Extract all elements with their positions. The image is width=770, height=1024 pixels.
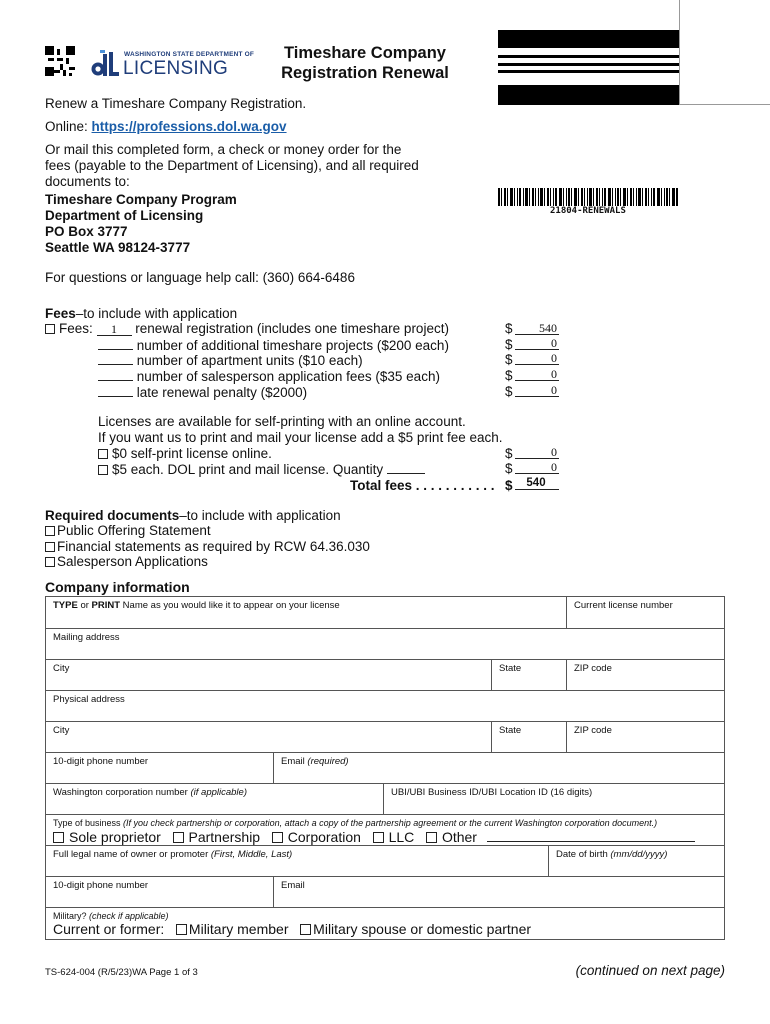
required-doc-item: Financial statements as required by RCW 64.36.030 [45,539,370,555]
fees-checkbox[interactable] [45,324,55,334]
fee-amount[interactable]: 0 [515,368,559,381]
company-name-field[interactable]: TYPE or PRINT Name as you would like it to appear on your license [53,600,340,611]
fee-qty-field[interactable]: 1 [97,323,132,336]
sole-proprietor-checkbox[interactable] [53,832,64,843]
fee-qty-field[interactable] [98,368,133,381]
currency-sign: $ [505,337,513,352]
fee-row-renewal: Fees: 1 renewal registration (includes one timeshare project) [45,321,449,337]
print-info-line1: Licenses are available for self-printing with an online account. [98,414,466,429]
total-fees-amount[interactable]: 540 [515,477,559,490]
fee-amount[interactable]: 540 [515,322,559,335]
other-checkbox[interactable] [426,832,437,843]
fee-qty-field[interactable] [98,352,133,365]
physical-city-field[interactable]: City [53,725,70,736]
mailing-address-field[interactable]: Mailing address [46,629,724,660]
questions-text: For questions or language help call: (360) 664-6486 [45,270,355,285]
mail-print-checkbox[interactable] [98,465,108,475]
company-contact-row [46,753,724,784]
print-quantity-field[interactable] [387,461,425,474]
fee-amount[interactable]: 0 [515,384,559,397]
currency-sign: $ [505,384,513,399]
physical-address-field[interactable]: Physical address [46,691,724,722]
renew-text: Renew a Timeshare Company Registration. [45,96,307,111]
mailing-city-row [46,660,724,691]
corp-ubi-row [46,784,724,815]
company-email-field[interactable]: Email (required) [273,753,724,783]
physical-state-field[interactable]: State [491,722,566,752]
office-use-bar [498,55,679,58]
required-doc-item: Salesperson Applications [45,554,208,570]
required-docs-heading: Required documents–to include with application [45,508,341,523]
mailing-city-field[interactable]: City [53,663,70,674]
company-name-row [46,597,724,629]
company-info-grid [45,596,725,940]
required-doc-item: Public Offering Statement [45,523,211,539]
owner-name-field[interactable]: Full legal name of owner or promoter (First, Middle, Last) [53,849,293,860]
corporation-checkbox[interactable] [272,832,283,843]
partnership-checkbox[interactable] [173,832,184,843]
barcode-text: 21804-RENEWALS [550,206,626,216]
company-info-heading: Company information [45,579,190,595]
ubi-field[interactable]: UBI/UBI Business ID/UBI Location ID (16 digits) [383,784,724,814]
continued-note: (continued on next page) [575,963,725,978]
fee-row-apartments: number of apartment units ($10 each) [98,352,363,369]
wa-corporation-field[interactable]: Washington corporation number (if applicable) [53,787,247,798]
fee-amount[interactable]: 0 [515,352,559,365]
business-type-row: Type of business (If you check partnership or corporation, attach a copy of the partnership agreement or the current Washington corporation document.) Sole proprietor Partnership Corporation LLC Other [46,815,724,846]
military-options: Current or former: Military member Military spouse or domestic partner [53,921,532,937]
currency-sign: $ [505,321,513,336]
fee-row-projects: number of additional timeshare projects ($200 each) [98,337,449,354]
currency-sign: $ [505,368,513,383]
logo-name-text: LICENSING [123,58,229,79]
required-doc-checkbox[interactable] [45,557,55,567]
business-type-options: Sole proprietor Partnership Corporation LLC Other [53,829,695,845]
fee-qty-field[interactable] [98,337,133,350]
current-license-field[interactable]: Current license number [566,597,724,628]
owner-phone-field[interactable]: 10-digit phone number [53,880,149,891]
dol-logo-icon [90,50,120,78]
llc-checkbox[interactable] [373,832,384,843]
print-info-line2: If you want us to print and mail your license add a $5 print fee each. [98,430,503,445]
mailing-state-field[interactable]: State [491,660,566,690]
fee-amount[interactable]: 0 [515,337,559,350]
self-print-option: $0 self-print license online. [98,446,272,462]
office-use-bar [498,70,679,73]
required-doc-checkbox[interactable] [45,526,55,536]
fees-heading: Fees–to include with application [45,306,238,321]
other-business-field[interactable] [487,831,695,842]
self-print-checkbox[interactable] [98,449,108,459]
required-doc-checkbox[interactable] [45,542,55,552]
mailing-address: Timeshare Company Program Department of Licensing PO Box 3777 Seattle WA 98124-3777 [45,192,237,255]
currency-sign: $ [505,446,513,461]
physical-city-row [46,722,724,753]
office-use-bar [498,30,679,48]
currency-sign: $ [505,352,513,367]
form-title: Timeshare Company Registration Renewal [281,44,449,82]
owner-email-field[interactable]: Email [273,877,724,907]
fee-row-late-penalty: late renewal penalty ($2000) [98,384,307,401]
fee-qty-field[interactable] [98,384,133,397]
logo-agency-text: WASHINGTON STATE DEPARTMENT OF [124,51,255,58]
total-fees-label: Total fees . . . . . . . . . . . [350,478,495,493]
military-member-checkbox[interactable] [176,924,187,935]
fee-row-salesperson: number of salesperson application fees ($35 each) [98,368,440,385]
office-use-bar [498,85,679,105]
military-spouse-checkbox[interactable] [300,924,311,935]
self-print-amount[interactable]: 0 [515,446,559,459]
owner-dob-field[interactable]: Date of birth (mm/dd/yyyy) [548,846,724,876]
currency-sign: $ [505,461,513,476]
online-link[interactable]: https://professions.dol.wa.gov [91,119,287,134]
currency-sign: $ [505,478,513,493]
online-line: Online: https://professions.dol.wa.gov [45,119,287,134]
mail-print-amount[interactable]: 0 [515,461,559,474]
owner-contact-row [46,877,724,908]
owner-row [46,846,724,877]
barcode-icon [498,188,678,206]
physical-zip-field[interactable]: ZIP code [566,722,724,752]
qr-code-icon [45,46,75,76]
military-row: Military? (check if applicable) Current or former: Military member Military spouse or domestic partner [53,911,532,937]
office-use-rule [679,104,770,105]
company-phone-field[interactable]: 10-digit phone number [53,756,149,767]
form-id: TS-624-004 (R/5/23)WA Page 1 of 3 [45,967,198,978]
mailing-zip-field[interactable]: ZIP code [566,660,724,690]
mail-instructions: Or mail this completed form, a check or money order for the fees (payable to the Department of Licensing), and all required documents to: [45,142,419,189]
office-use-rule [679,0,680,105]
mail-print-option: $5 each. DOL print and mail license. Quantity [98,461,425,478]
office-use-bar [498,63,679,66]
